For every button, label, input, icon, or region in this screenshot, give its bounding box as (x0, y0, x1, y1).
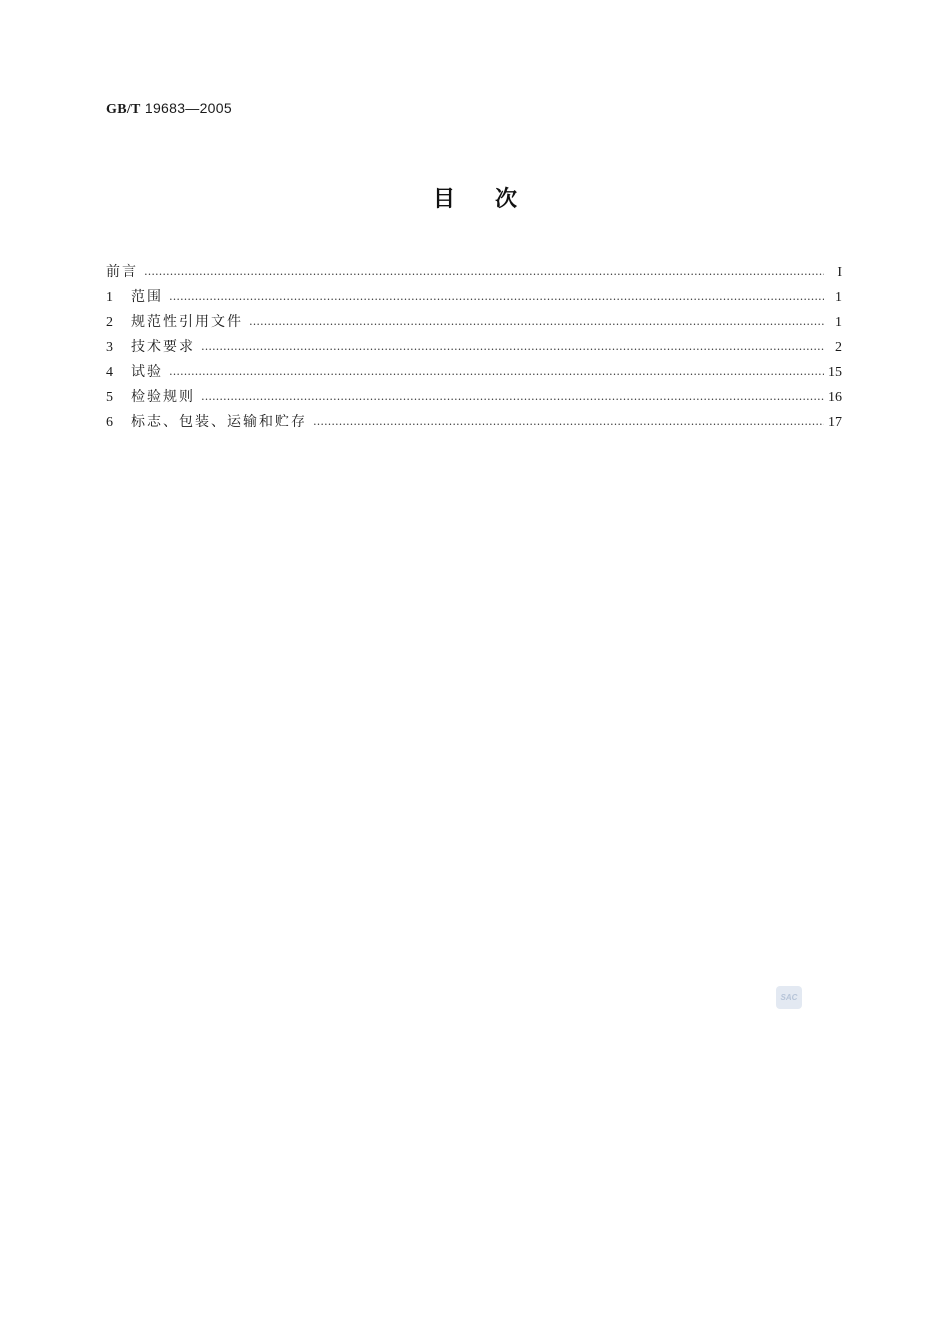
toc-title: 目次 (432, 187, 557, 212)
toc-entry-label: 试验 (131, 364, 163, 380)
toc-entry-page: 15 (828, 365, 842, 380)
toc-entry-number: 2 (106, 315, 113, 330)
toc-entry-4[interactable] (106, 360, 842, 385)
toc-entry-page: 1 (835, 315, 842, 330)
sac-logo-icon: SAC (776, 986, 802, 1009)
toc-entry-page: 2 (835, 340, 842, 355)
toc-entry-label: 标志、包装、运输和贮存 (131, 414, 307, 430)
toc-entry-label: 规范性引用文件 (131, 314, 243, 330)
toc-entry-label: 前言 (106, 264, 138, 280)
table-of-contents (106, 260, 842, 435)
toc-entry-2[interactable] (106, 310, 842, 335)
toc-entry-label: 技术要求 (131, 339, 195, 355)
toc-leader-dots (201, 334, 824, 359)
toc-entry-number: 6 (106, 415, 113, 430)
toc-entry-page: 1 (835, 290, 842, 305)
toc-entry-page: 16 (828, 390, 842, 405)
standard-code-prefix: GB/T (106, 102, 141, 117)
toc-leader-dots (169, 284, 824, 309)
toc-entry-1[interactable] (106, 285, 842, 310)
toc-entry-3[interactable] (106, 335, 842, 360)
toc-leader-dots (169, 359, 824, 384)
standard-code (106, 100, 232, 118)
toc-entry-label: 检验规则 (131, 389, 195, 405)
toc-entry-label: 范围 (131, 289, 163, 305)
toc-entry-number: 3 (106, 340, 113, 355)
toc-leader-dots (201, 384, 824, 409)
toc-leader-dots (144, 259, 824, 284)
toc-leader-dots (249, 309, 824, 334)
toc-entry-6[interactable] (106, 410, 842, 435)
toc-entry-page: I (837, 265, 842, 280)
toc-entry-page: 17 (828, 415, 842, 430)
toc-entry-number: 5 (106, 390, 113, 405)
toc-entry-number: 4 (106, 365, 113, 380)
standard-code-number: 19683—2005 (144, 100, 232, 116)
toc-leader-dots (313, 409, 824, 434)
toc-entry-5[interactable] (106, 385, 842, 410)
toc-entry-number: 1 (106, 290, 113, 305)
toc-entry-foreword[interactable] (106, 260, 842, 285)
